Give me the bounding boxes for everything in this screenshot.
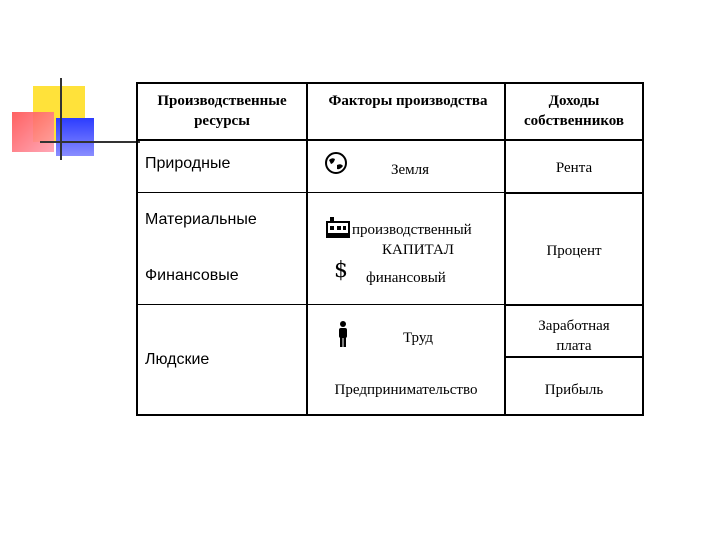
- header-factors: Факторы производства: [328, 93, 488, 109]
- row-divider-income-2: [504, 304, 642, 306]
- header-resources: Производственные ресурсы: [157, 93, 287, 129]
- row-divider-income-3: [504, 356, 642, 358]
- factor-capital: КАПИТАЛ: [382, 242, 454, 258]
- row-divider-header: [138, 139, 642, 141]
- income-rent: Рента: [555, 160, 593, 176]
- column-divider-1: [306, 84, 308, 414]
- column-divider-2: [504, 84, 506, 414]
- factor-labor: Труд: [402, 330, 434, 346]
- resource-human: Людские: [145, 351, 210, 368]
- income-wage: Заработная плата: [538, 318, 610, 354]
- header-incomes: Доходы собственников: [523, 93, 625, 129]
- factor-capital-financial: финансовый: [366, 270, 446, 286]
- row-divider-financial: [138, 304, 504, 305]
- decor-horizontal-line: [40, 141, 140, 143]
- resource-material: Материальные: [145, 211, 257, 228]
- factory-icon: [326, 216, 350, 238]
- row-divider-income-1: [504, 192, 642, 194]
- decor-vertical-line: [60, 78, 62, 160]
- globe-icon: [324, 151, 348, 175]
- factor-capital-production: производственный: [352, 222, 472, 238]
- resource-financial: Финансовые: [145, 267, 239, 284]
- dollar-icon: $: [334, 258, 348, 283]
- factor-entrepreneurship: Предпринимательство: [334, 382, 478, 398]
- person-icon: [337, 321, 349, 347]
- decor-red-square: [12, 112, 54, 152]
- income-interest: Процент: [546, 243, 602, 259]
- resources-table: [136, 82, 644, 416]
- income-profit: Прибыль: [544, 382, 604, 398]
- resource-natural: Природные: [145, 155, 231, 172]
- factor-land: Земля: [390, 162, 430, 178]
